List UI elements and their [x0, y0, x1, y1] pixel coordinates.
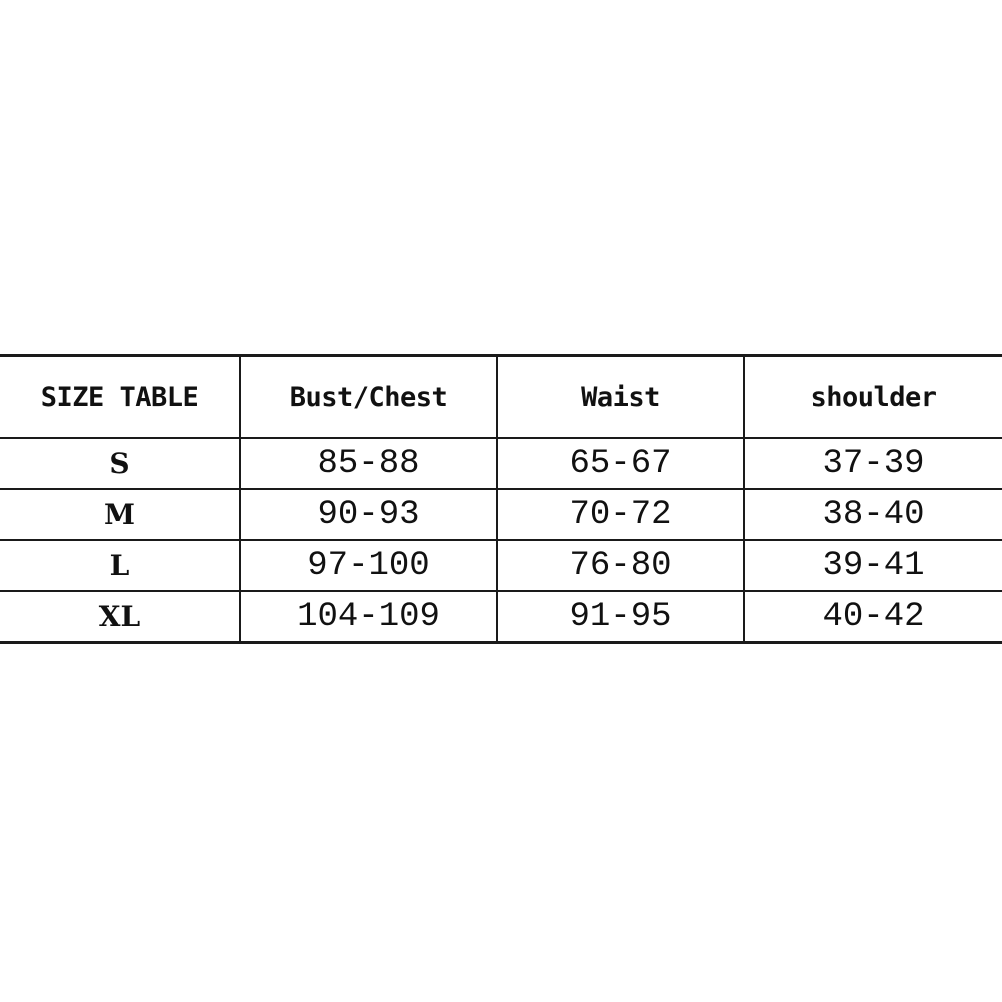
header-waist: Waist [497, 356, 744, 439]
header-bust-chest: Bust/Chest [240, 356, 497, 439]
size-cell: XL [0, 591, 240, 643]
table-header-row [0, 356, 1002, 439]
waist-cell: 91-95 [497, 591, 744, 643]
waist-cell: 76-80 [497, 540, 744, 591]
table-row [0, 489, 1002, 540]
size-cell: L [0, 540, 240, 591]
table-row [0, 540, 1002, 591]
header-size-table: SIZE TABLE [0, 356, 240, 439]
waist-cell: 70-72 [497, 489, 744, 540]
shoulder-cell: 37-39 [744, 438, 1002, 489]
bust-cell: 97-100 [240, 540, 497, 591]
table-row [0, 438, 1002, 489]
waist-cell: 65-67 [497, 438, 744, 489]
bust-cell: 85-88 [240, 438, 497, 489]
bust-cell: 104-109 [240, 591, 497, 643]
size-cell: S [0, 438, 240, 489]
table-row [0, 591, 1002, 643]
bust-cell: 90-93 [240, 489, 497, 540]
shoulder-cell: 38-40 [744, 489, 1002, 540]
header-shoulder: shoulder [744, 356, 1002, 439]
shoulder-cell: 40-42 [744, 591, 1002, 643]
shoulder-cell: 39-41 [744, 540, 1002, 591]
size-cell: M [0, 489, 240, 540]
size-table [0, 354, 1002, 644]
